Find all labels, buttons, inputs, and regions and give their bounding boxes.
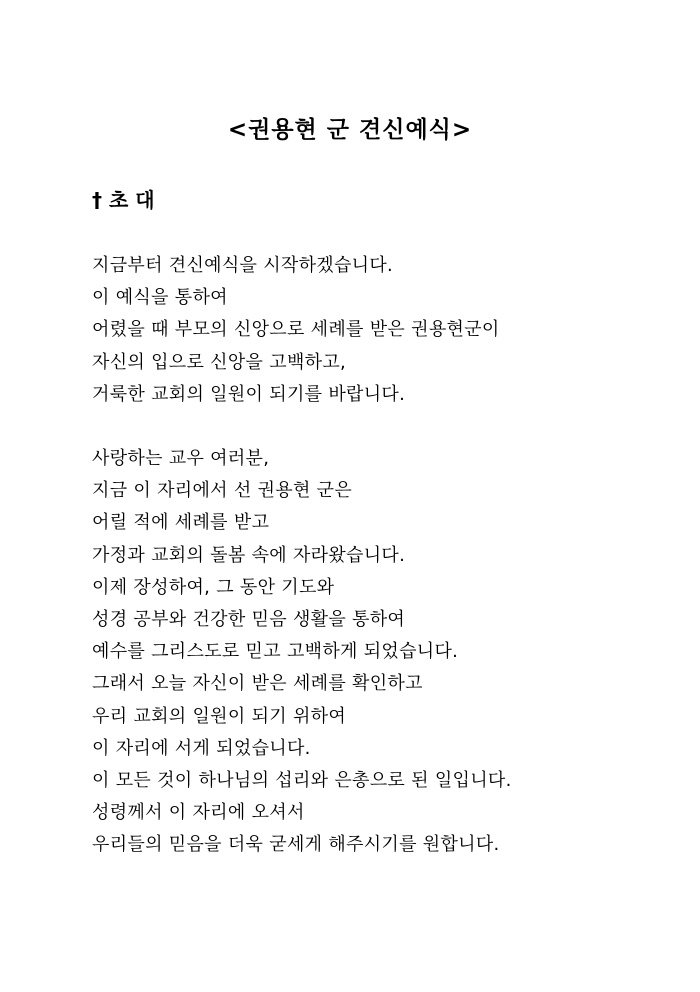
document-title: <권용현 군 견신예식>: [227, 117, 473, 143]
paragraph-line: 이 모든 것이 하나님의 섭리와 은총으로 된 일입니다.: [92, 769, 512, 791]
paragraph-line: 그래서 오늘 자신이 받은 세례를 확인하고: [92, 673, 423, 695]
paragraph-line: 이 예식을 통하여: [92, 287, 228, 309]
paragraph-line: 성경 공부와 건강한 믿음 생활을 통하여: [92, 608, 406, 630]
paragraph-line: 예수를 그리스도로 믿고 고백하게 되었습니다.: [92, 641, 459, 663]
paragraph-line: 어렸을 때 부모의 신앙으로 세례를 받은 권용현군이: [92, 319, 500, 341]
paragraph-line: 어릴 적에 세례를 받고: [92, 512, 270, 534]
paragraph-line: 성령께서 이 자리에 오셔서: [92, 802, 305, 824]
paragraph-line: 이 자리에 서게 되었습니다.: [92, 737, 311, 759]
paragraph-line: 우리들의 믿음을 더욱 굳세게 해주시기를 원합니다.: [92, 834, 500, 856]
paragraph-line: 지금부터 견신예식을 시작하겠습니다.: [92, 255, 394, 276]
paragraph-line: 사랑하는 교우 여러분,: [92, 448, 270, 469]
paragraph-line: 우리 교회의 일원이 되기 위하여: [92, 705, 347, 727]
paragraph-opening: [92, 250, 500, 411]
paragraph-line: 가정과 교회의 돌봄 속에 자라왔습니다.: [92, 544, 406, 566]
paragraph-line: 거룩한 교회의 일원이 되기를 바랍니다.: [92, 383, 406, 405]
section-heading-invitation: † 초 대: [92, 188, 155, 212]
paragraph-line: 지금 이 자리에서 선 권용현 군은: [92, 480, 353, 502]
paragraph-address: [92, 443, 512, 861]
paragraph-line: 이제 장성하여, 그 동안 기도와: [92, 576, 335, 598]
paragraph-line: 자신의 입으로 신앙을 고백하고,: [92, 351, 347, 373]
